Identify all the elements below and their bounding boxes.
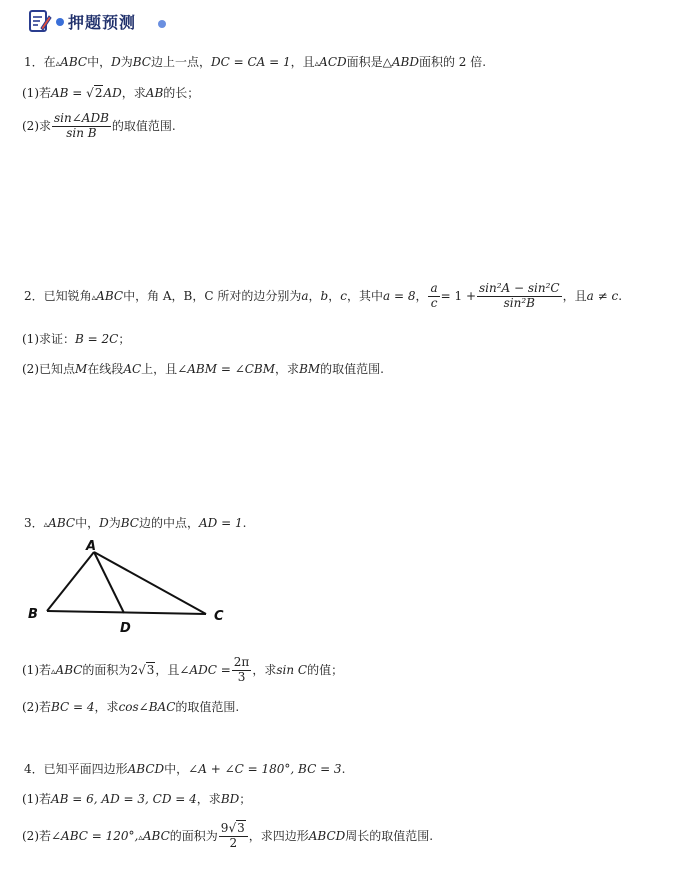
q3-stem: 3．▵ABC中，D为BC边的中点，AD = 1. (24, 516, 247, 530)
vertex-label-d: D (120, 621, 131, 636)
side-bc (47, 611, 206, 614)
q2-fraction-a-over-c: $\frac{a}{c}$ (430, 281, 438, 310)
q2-stem: 2．已知锐角▵ABC中，角 A，B，C 所对的边分别为a，b，c，其中a = 8， $\frac{a}{c}$ = 1 + $\frac{\text{sin²A − sin²C}}{\text{sin²B}}$ ，且a ≠ c. (24, 281, 623, 310)
notebook-pen-icon (28, 8, 52, 34)
header-dot-right (158, 20, 166, 28)
q3-part2: (2)若BC = 4，求cos∠BAC的取值范围. (22, 700, 240, 714)
q4-part2: (2)若∠ABC = 120°,▵ABC的面积为 $\frac{9√3}{2}$ ，求四边形ABCD周长的取值范围. (22, 821, 434, 850)
vertex-label-b: B (28, 607, 38, 622)
q1-fraction: $\frac{\text{sin∠ADB}}{\text{sin B}}$ (54, 111, 109, 140)
q3-part1: (1)若▵ABC的面积为2√3，且∠ADC = $\frac{2\pi}{3}$ ，求sin C的值； (22, 655, 344, 684)
q3-triangle-figure (24, 538, 234, 638)
vertex-label-a: A (86, 539, 97, 554)
side-ac (94, 552, 206, 614)
q2-part1: (1)求证：B = 2C； (22, 332, 131, 346)
q2-fraction-sines: $\frac{\text{sin²A − sin²C}}{\text{sin²B}}$ (479, 281, 560, 310)
q1-part2: (2)求 $\frac{\text{sin∠ADB}}{\text{sin B}}$ 的取值范围. (22, 111, 176, 140)
q1-part1: (1)若AB = √2AD，求AB的长； (22, 86, 200, 100)
header-dot-left (56, 18, 64, 26)
q4-stem: 4．已知平面四边形ABCD中，∠A + ∠C = 180°, BC = 3. (24, 762, 346, 776)
q1-stem: 1．在▵ABC中，D为BC边上一点，DC = CA = 1，且▵ACD面积是△ABD面积的 2 倍. (24, 55, 487, 69)
section-header (22, 8, 172, 34)
vertex-label-c: C (214, 609, 224, 624)
page-title: 押题预测 (68, 13, 137, 32)
q4-fraction: $\frac{9√3}{2}$ (219, 822, 248, 851)
side-ab (47, 552, 94, 611)
q4-part1: (1)若AB = 6, AD = 3, CD = 4，求BD； (22, 792, 252, 806)
q3-fraction: $\frac{2\pi}{3}$ (233, 655, 250, 684)
q2-part2: (2)已知点M在线段AC上，且∠ABM = ∠CBM，求BM的取值范围. (22, 362, 384, 376)
